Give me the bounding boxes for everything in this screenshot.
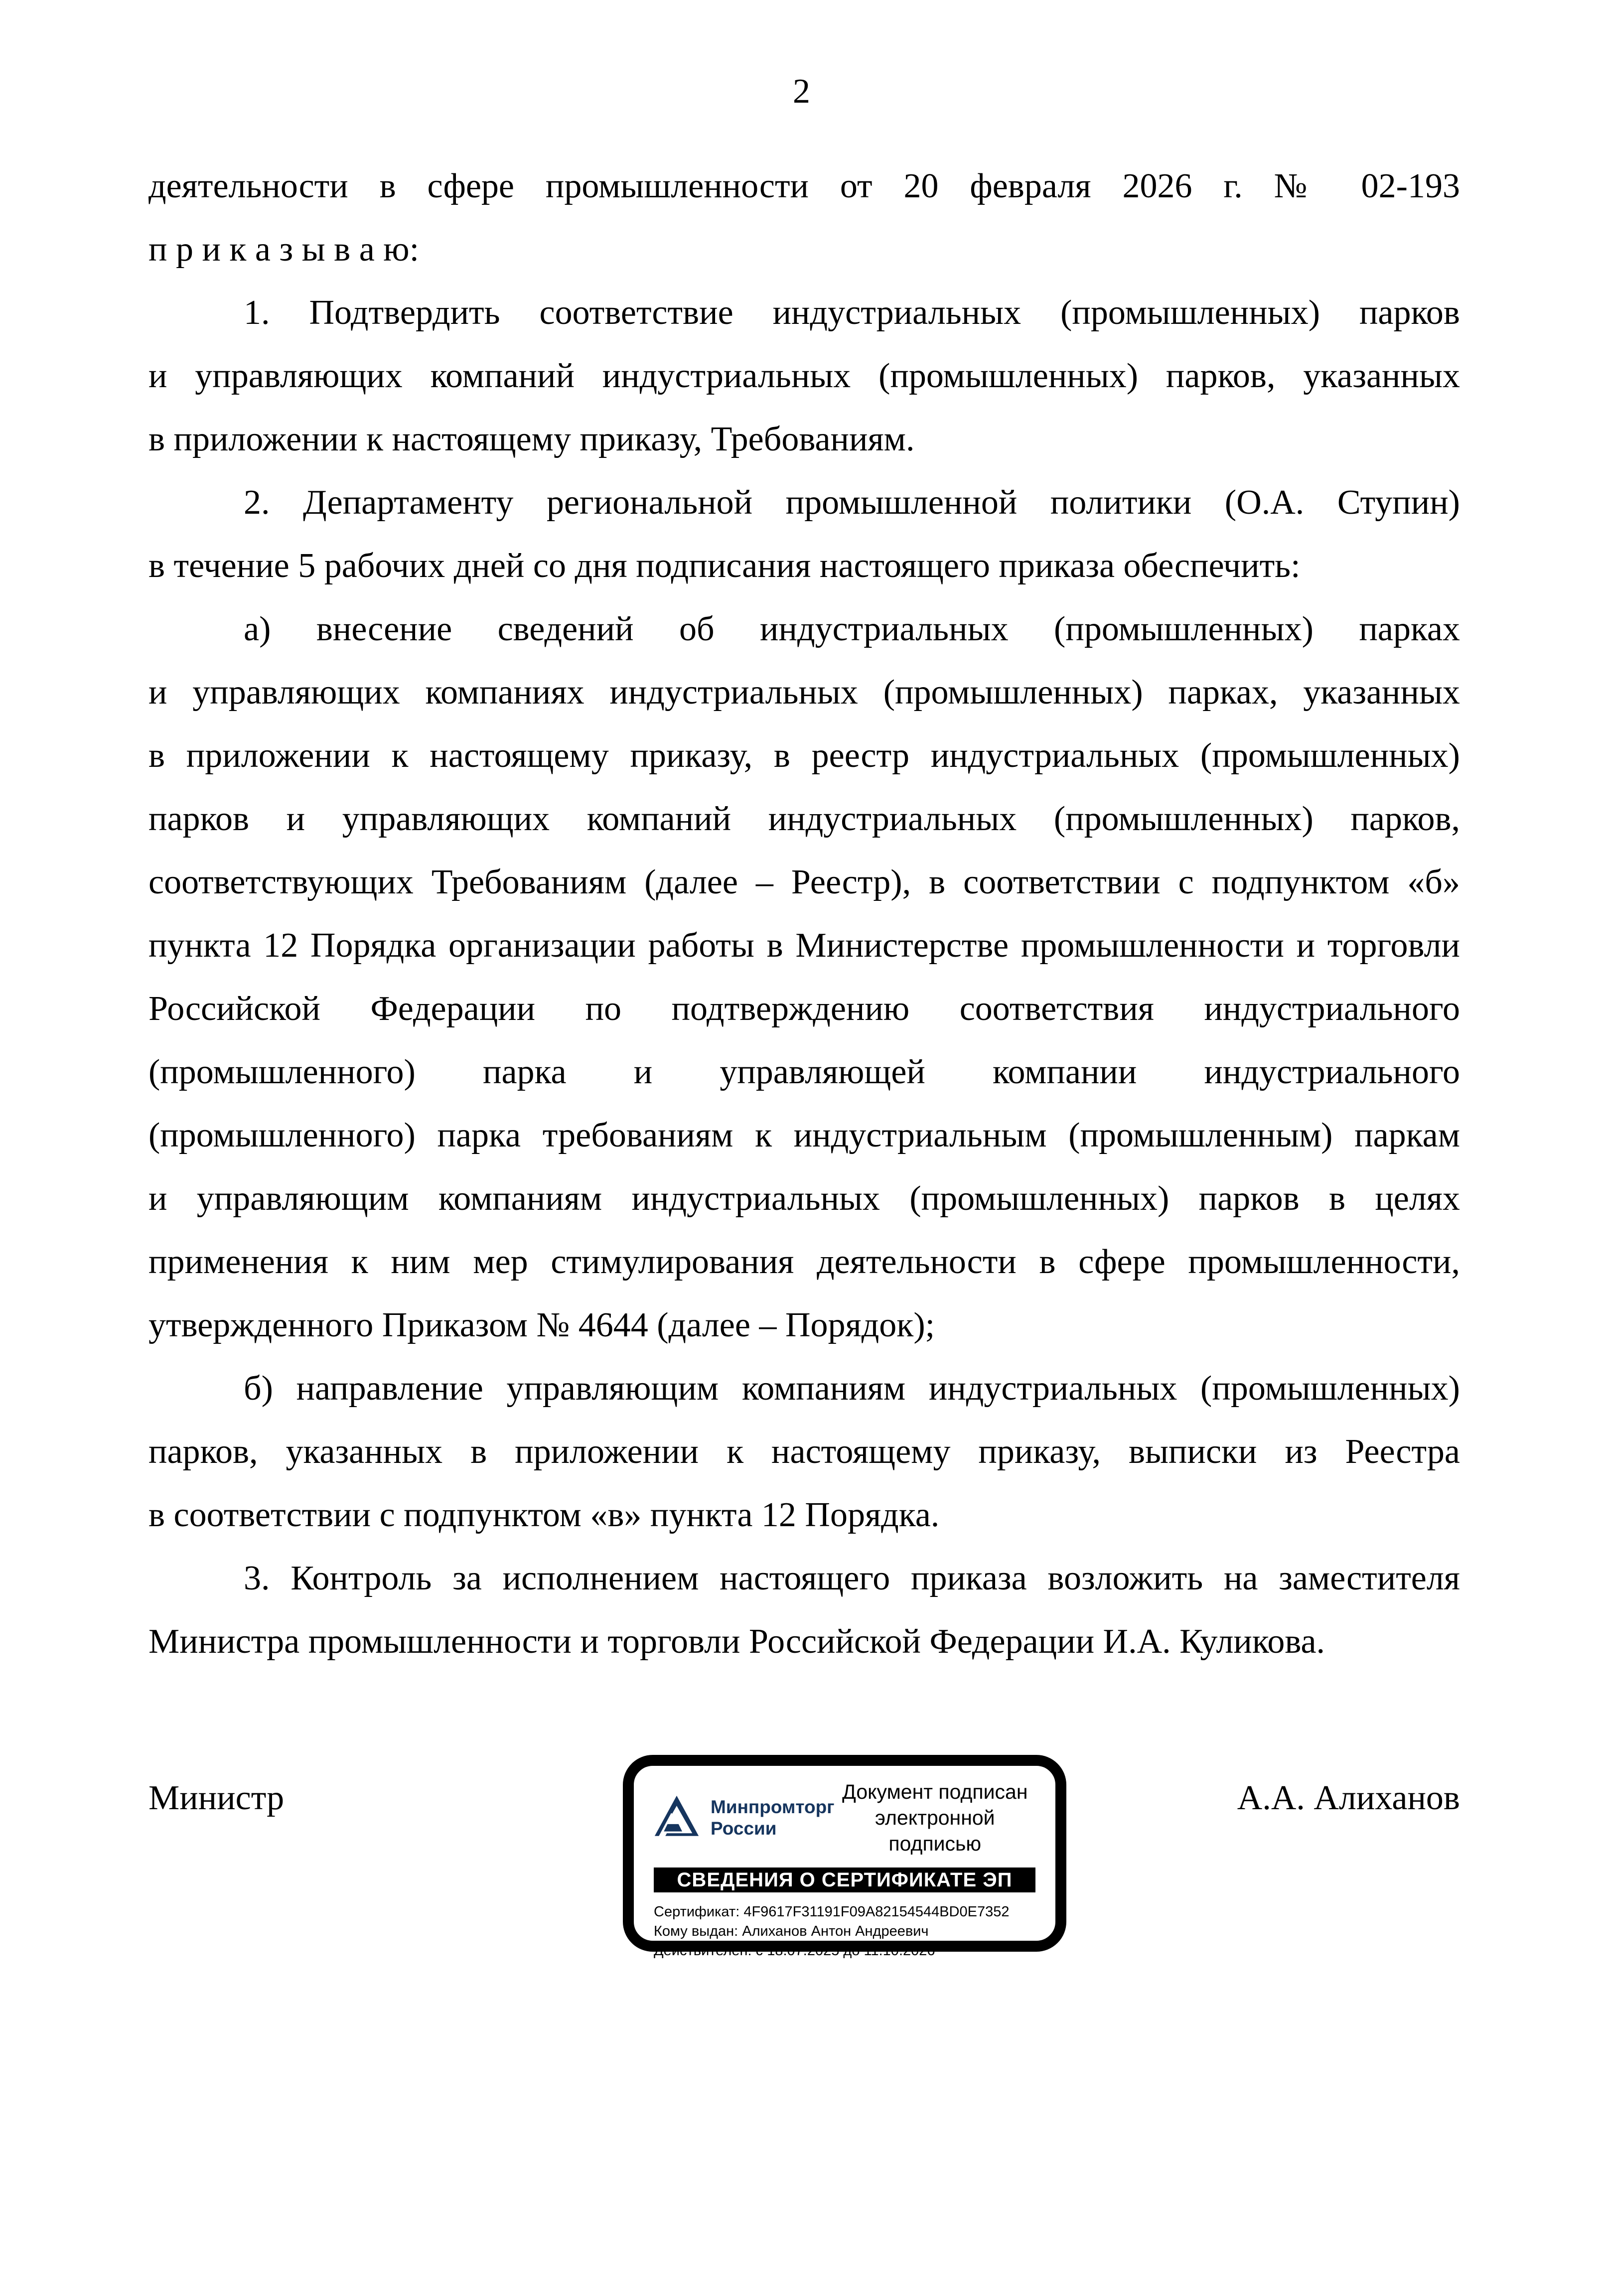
text-line: и управляющих компаниях индустриальных (промышленных) парках, указанных xyxy=(148,673,1460,712)
minister-title: Министр xyxy=(148,1779,285,1817)
text-line: деятельности в сфере промышленности от 20 февраля 2026 г. № 02-193 xyxy=(148,167,1460,205)
text-line: Министра промышленности и торговли Российской Федерации И.А. Куликова. xyxy=(148,1622,1325,1661)
text-line: и управляющим компаниям индустриальных (промышленных) парков в целях xyxy=(148,1179,1460,1218)
stamp-org-name-line2: России xyxy=(711,1818,777,1839)
stamp-header xyxy=(654,1779,1035,1857)
text-line: парков и управляющих компаний индустриальных (промышленных) парков, xyxy=(148,800,1460,838)
text-line: в течение 5 рабочих дней со дня подписания настоящего приказа обеспечить: xyxy=(148,547,1301,585)
text-line: 3. Контроль за исполнением настоящего приказа возложить на заместителя xyxy=(244,1559,1460,1597)
minpromtorg-logo-icon xyxy=(654,1795,700,1841)
stamp-cert-banner: СВЕДЕНИЯ О СЕРТИФИКАТЕ ЭП xyxy=(654,1867,1035,1892)
stamp-cert-details xyxy=(654,1902,1035,1961)
text-line: и управляющих компаний индустриальных (промышленных) парков, указанных xyxy=(148,357,1460,395)
text-line: в приложении к настоящему приказу, Требованиям. xyxy=(148,420,915,458)
electronic-signature-stamp xyxy=(623,1755,1066,1959)
cert-issued-to-line: Кому выдан: Алиханов Антон Андреевич xyxy=(654,1923,929,1939)
text-line: б) направление управляющим компаниям индустриальных (промышленных) xyxy=(244,1369,1460,1408)
text-line: (промышленного) парка требованиям к индустриальным (промышленным) паркам xyxy=(148,1116,1460,1154)
text-line: утвержденного Приказом № 4644 (далее – Порядок); xyxy=(148,1306,935,1344)
cert-validity-line: Действителен: с 18.07.2025 до 11.10.2026 xyxy=(654,1943,935,1959)
text-line: пункта 12 Порядка организации работы в Министерстве промышленности и торговли xyxy=(148,926,1460,965)
stamp-signed-text xyxy=(835,1779,1035,1857)
text-line: в приложении к настоящему приказу, в реестр индустриальных (промышленных) xyxy=(148,736,1460,775)
text-line: п р и к а з ы в а ю: xyxy=(148,230,420,269)
stamp-signed-line2: электронной подписью xyxy=(875,1806,995,1855)
stamp-signed-line1: Документ подписан xyxy=(842,1780,1028,1803)
text-line: (промышленного) парка и управляющей компании индустриального xyxy=(148,1053,1460,1091)
text-line: Российской Федерации по подтверждению соответствия индустриального xyxy=(148,990,1460,1028)
cert-number-line: Сертификат: 4F9617F31191F09A82154544BD0E7352 xyxy=(654,1904,1010,1920)
text-line: применения к ним мер стимулирования деятельности в сфере промышленности, xyxy=(148,1243,1460,1281)
text-line: а) внесение сведений об индустриальных (промышленных) парках xyxy=(244,610,1460,648)
text-line: 1. Подтвердить соответствие индустриальных (промышленных) парков xyxy=(244,293,1460,332)
text-line: парков, указанных в приложении к настоящему приказу, выписки из Реестра xyxy=(148,1433,1460,1471)
stamp-org-name xyxy=(711,1796,835,1839)
document-body xyxy=(148,154,1460,1673)
text-line: 2. Департаменту региональной промышленной политики (О.А. Ступин) xyxy=(244,483,1460,522)
minister-name: А.А. Алиханов xyxy=(1237,1779,1460,1817)
stamp-org-name-line1: Минпромторг xyxy=(711,1797,835,1817)
text-line: в соответствии с подпунктом «в» пункта 12 Порядка. xyxy=(148,1496,940,1534)
text-line: соответствующих Требованиям (далее – Реестр), в соответствии с подпунктом «б» xyxy=(148,863,1460,901)
page-number: 2 xyxy=(793,72,810,111)
